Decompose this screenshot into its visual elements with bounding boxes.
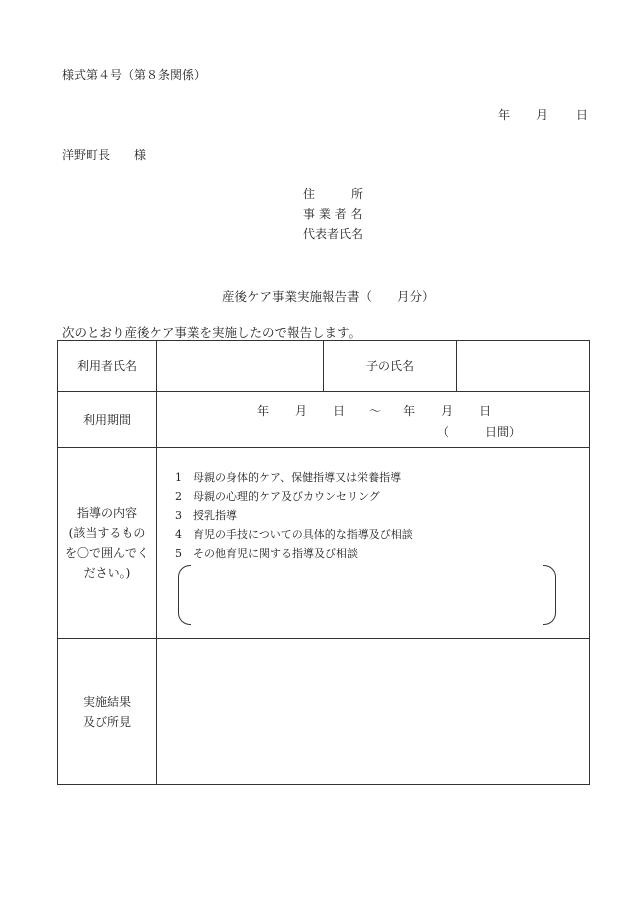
period-field[interactable] (157, 392, 590, 448)
child-name-field[interactable] (457, 341, 590, 392)
period-start-day: 日 (333, 404, 346, 418)
period-dates (257, 402, 491, 419)
period-end-month: 月 (441, 404, 454, 418)
guidance-options (175, 468, 413, 563)
user-row (58, 341, 590, 392)
user-name-field[interactable] (157, 341, 324, 392)
result-label-line: 実施結果 (82, 694, 131, 709)
result-label-line: 及び所見 (82, 714, 131, 729)
period-row (58, 392, 590, 448)
guidance-label-line: (該当するもの (68, 526, 146, 540)
child-name-label: 子の氏名 (324, 341, 457, 392)
guidance-option[interactable]: 2 母親の心理的ケア及びカウンセリング (175, 490, 380, 503)
result-label (58, 639, 157, 785)
guidance-option[interactable]: 4 育児の手技についての具体的な指導及び相談 (175, 528, 413, 541)
bracket-right (543, 565, 556, 625)
document-title: 産後ケア事業実施報告書（ 月分） (222, 289, 435, 304)
date-day: 日 (576, 108, 589, 122)
intro-text: 次のとおり産後ケア事業を実施したので報告します。 (62, 325, 362, 340)
user-name-label: 利用者氏名 (58, 341, 157, 392)
result-row (58, 639, 590, 785)
guidance-option[interactable]: 1 母親の身体的ケア、保健指導又は栄養指導 (175, 471, 402, 484)
period-start-year: 年 (257, 404, 270, 418)
period-start-month: 月 (295, 404, 308, 418)
guidance-label-line: を〇で囲んでく (64, 546, 149, 560)
submission-date (498, 106, 588, 123)
guidance-label (58, 448, 157, 639)
guidance-option[interactable]: 5 その他育児に関する指導及び相談 (175, 547, 358, 560)
applicant-representative-label: 代表者氏名 (303, 227, 364, 241)
guidance-label-line: ださい。) (83, 566, 131, 580)
guidance-label-line: 指導の内容 (76, 506, 137, 520)
period-label: 利用期間 (58, 392, 157, 448)
date-year: 年 (498, 108, 511, 122)
period-end-year: 年 (403, 404, 416, 418)
period-tilde: ～ (369, 404, 382, 418)
period-days: （ 日間） (437, 425, 522, 439)
form-number: 様式第４号（第８条関係） (62, 68, 207, 82)
applicant-business-name-label: 事 業 者 名 (303, 207, 363, 221)
date-month: 月 (536, 108, 549, 122)
report-table (57, 340, 590, 785)
guidance-row (58, 448, 590, 639)
period-end-day: 日 (479, 404, 492, 418)
guidance-field (157, 448, 590, 639)
guidance-option[interactable]: 3 授乳指導 (175, 509, 237, 522)
applicant-address-label: 住 所 (303, 187, 364, 201)
result-field[interactable] (157, 639, 590, 785)
addressee: 洋野町長 様 (62, 148, 147, 162)
bracket-left (178, 565, 191, 625)
